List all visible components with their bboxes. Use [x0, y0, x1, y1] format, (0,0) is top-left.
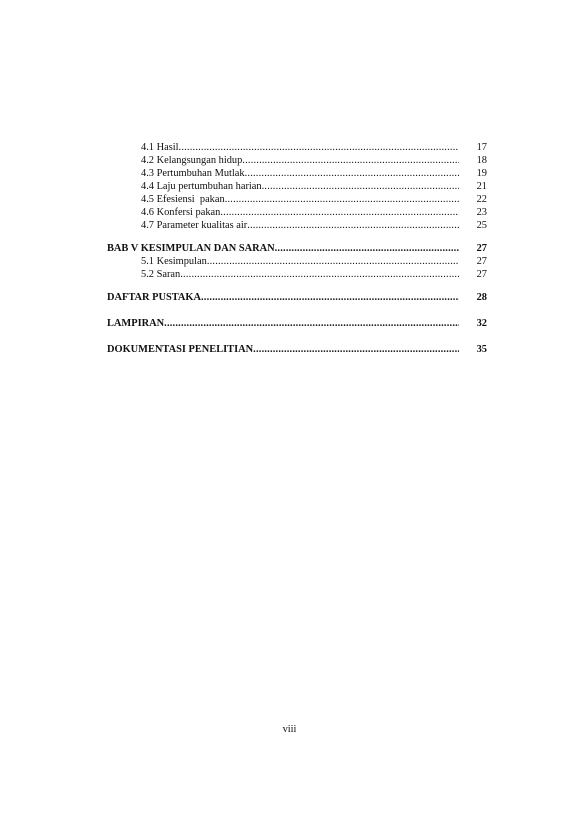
dot-leader	[275, 242, 459, 255]
dot-leader	[201, 291, 459, 304]
toc-entry-4-1	[107, 141, 487, 154]
toc-entry-page: 27	[476, 243, 487, 254]
toc-entry-page: 35	[476, 344, 487, 355]
toc-entry-4-6	[107, 206, 487, 219]
toc-entry-page: 23	[476, 207, 487, 218]
toc-entry-label: 5.1 Kesimpulan	[141, 256, 207, 267]
toc-chapter-label: DOKUMENTASI PENELITIAN	[107, 344, 254, 355]
toc-entry-label: 4.1 Hasil	[141, 142, 179, 153]
dot-leader	[245, 167, 459, 180]
toc-entry-label: 4.7 Parameter kualitas air	[141, 220, 248, 231]
toc-entry-dokumentasi	[107, 343, 487, 356]
dot-leader	[220, 206, 459, 219]
dot-leader	[164, 317, 459, 330]
toc-entry-page: 27	[476, 269, 487, 280]
toc-entry-page: 19	[476, 168, 487, 179]
toc-entry-bab-v	[107, 242, 487, 255]
dot-leader	[225, 193, 459, 206]
toc-entry-4-7	[107, 219, 487, 232]
toc-entry-page: 27	[476, 256, 487, 267]
toc-entry-5-2	[107, 268, 487, 281]
page-number: viii	[282, 724, 297, 735]
toc-entry-page: 17	[476, 142, 487, 153]
dot-leader	[207, 255, 459, 268]
toc-entry-page: 32	[476, 318, 487, 329]
toc-entry-4-4	[107, 180, 487, 193]
dot-leader	[179, 141, 459, 154]
toc-entry-label: 4.6 Konfersi pakan	[141, 207, 221, 218]
dot-leader	[253, 343, 459, 356]
toc-entry-lampiran	[107, 317, 487, 330]
toc-entry-label: 4.4 Laju pertumbuhan harian	[141, 181, 262, 192]
toc-entry-4-2	[107, 154, 487, 167]
toc-entry-label: 4.2 Kelangsungan hidup	[141, 155, 243, 166]
toc-entry-page: 18	[476, 155, 487, 166]
dot-leader	[242, 154, 459, 167]
toc-entry-label: 4.3 Pertumbuhan Mutlak	[141, 168, 245, 179]
toc-entry-5-1	[107, 255, 487, 268]
toc-entry-page: 21	[476, 181, 487, 192]
toc-chapter-label: DAFTAR PUSTAKA	[107, 292, 201, 303]
toc-entry-page: 22	[476, 194, 487, 205]
toc-entry-page: 28	[476, 292, 487, 303]
toc-chapter-label: LAMPIRAN	[107, 318, 165, 329]
toc-entry-4-5	[107, 193, 487, 206]
dot-leader	[262, 180, 459, 193]
table-of-contents	[107, 141, 487, 356]
toc-entry-page: 25	[476, 220, 487, 231]
toc-entry-daftar-pustaka	[107, 291, 487, 304]
toc-entry-label: 4.5 Efesiensi pakan	[141, 194, 225, 205]
dot-leader	[247, 219, 459, 232]
toc-chapter-label: BAB V KESIMPULAN DAN SARAN	[107, 243, 275, 254]
toc-entry-label: 5.2 Saran	[141, 269, 181, 280]
dot-leader	[180, 268, 459, 281]
toc-entry-4-3	[107, 167, 487, 180]
